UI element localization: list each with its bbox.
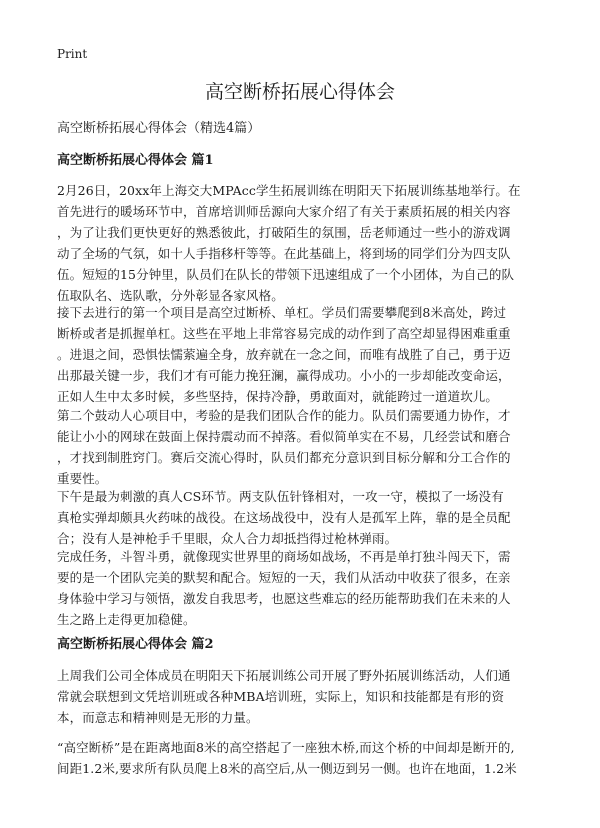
section-heading-2: 高空断桥拓展心得体会 篇2 xyxy=(57,637,214,652)
text-line: 间距1.2米,要求所有队员爬上8米的高空后,从一侧迈到另一侧。也许在地面，1.2米 xyxy=(57,761,517,776)
paragraph xyxy=(57,486,544,549)
paragraph xyxy=(57,737,544,779)
text-line: 上周我们公司全体成员在明阳天下拓展训练公司开展了野外拓展训练活动，人们通 xyxy=(57,668,511,683)
text-line: 完成任务，斗智斗勇，就像现实世界里的商场如战场，不再是单打独斗闯天下，需 xyxy=(57,549,511,564)
text-line: 首先进行的暖场环节中，首席培训师岳源向大家介绍了有关于素质拓展的相关内容 xyxy=(57,204,511,219)
text-line: 伍取队名、选队歌，分外彰显各家风格。 xyxy=(57,288,284,303)
paragraph xyxy=(57,405,544,489)
text-line: 出那最关键一步，我们才有可能力挽狂澜，赢得成功。小小的一步却能改变命运， xyxy=(57,368,511,383)
text-line: 身体验中学习与领悟，激发自我思考，也愿这些难忘的经历能帮助我们在未来的人 xyxy=(57,591,511,606)
print-link[interactable]: Print xyxy=(57,47,88,61)
paragraph xyxy=(57,180,544,306)
text-line: 生之路上走得更加稳健。 xyxy=(57,612,196,627)
paragraph xyxy=(57,546,544,630)
document-title: 高空断桥拓展心得体会 xyxy=(204,81,395,103)
text-line: 。进退之间，恐惧怯懦萦遍全身，放弃就在一念之间，而唯有战胜了自己，勇于迈 xyxy=(57,347,511,362)
document-subtitle: 高空断桥拓展心得体会（精选4篇） xyxy=(57,121,261,136)
text-line: ，为了让我们更快更好的熟悉彼此，打破陌生的氛围，岳老师通过一些小的游戏调 xyxy=(57,225,511,240)
text-line: 接下去进行的第一个项目是高空过断桥、单杠。学员们需要攀爬到8米高处，跨过 xyxy=(57,305,507,320)
text-line: 合；没有人是神枪手千里眼，众人合力却抵挡得过枪林弹雨。 xyxy=(57,531,398,546)
paragraph xyxy=(57,665,544,728)
paragraph xyxy=(57,302,544,407)
text-line: 第二个鼓动人心项目中，考验的是我们团队合作的能力。队员们需要通力协作，才 xyxy=(57,408,511,423)
text-line: “高空断桥”是在距离地面8米的高空搭起了一座独木桥,而这个桥的中间却是断开的, xyxy=(57,740,515,755)
text-line: 正如人生中太多时候，多些坚持，保持冷静，勇敢面对，就能跨过一道道坎儿。 xyxy=(57,389,499,404)
text-line: 伍。短短的15分钟里，队员们在队长的带领下迅速组成了一个小团体，为自己的队 xyxy=(57,267,515,282)
text-line: 重要性。 xyxy=(57,471,108,486)
text-line: 要的是一个团队完美的默契和配合。短短的一天，我们从活动中收获了很多，在亲 xyxy=(57,570,511,585)
section-heading-1: 高空断桥拓展心得体会 篇1 xyxy=(57,153,214,168)
text-line: ，才找到制胜窍门。赛后交流心得时，队员们都充分意识到目标分解和分工合作的 xyxy=(57,450,511,465)
text-line: 能让小小的网球在鼓面上保持震动而不掉落。看似简单实在不易，几经尝试和磨合 xyxy=(57,429,511,444)
text-line: 动了全场的气氛，如十人手指移杆等等。在此基础上，将到场的同学们分为四支队 xyxy=(57,246,511,261)
text-line: 断桥或者是抓握单杠。这些在平地上非常容易完成的动作到了高空却显得困难重重 xyxy=(57,326,511,341)
text-line: 真枪实弹却颇具火药味的战役。在这场战役中，没有人是孤军上阵，靠的是全员配 xyxy=(57,510,511,525)
text-line: 下午是最为刺激的真人CS环节。两支队伍针锋相对，一攻一守，模拟了一场没有 xyxy=(57,489,504,504)
text-line: 常就会联想到文凭培训班或各种MBA培训班，实际上，知识和技能都是有形的资 xyxy=(57,689,505,704)
text-line: 本，而意志和精神则是无形的力量。 xyxy=(57,710,259,725)
text-line: 2月26日，20xx年上海交大MPAcc学生拓展训练在明阳天下拓展训练基地举行。在 xyxy=(57,183,521,198)
